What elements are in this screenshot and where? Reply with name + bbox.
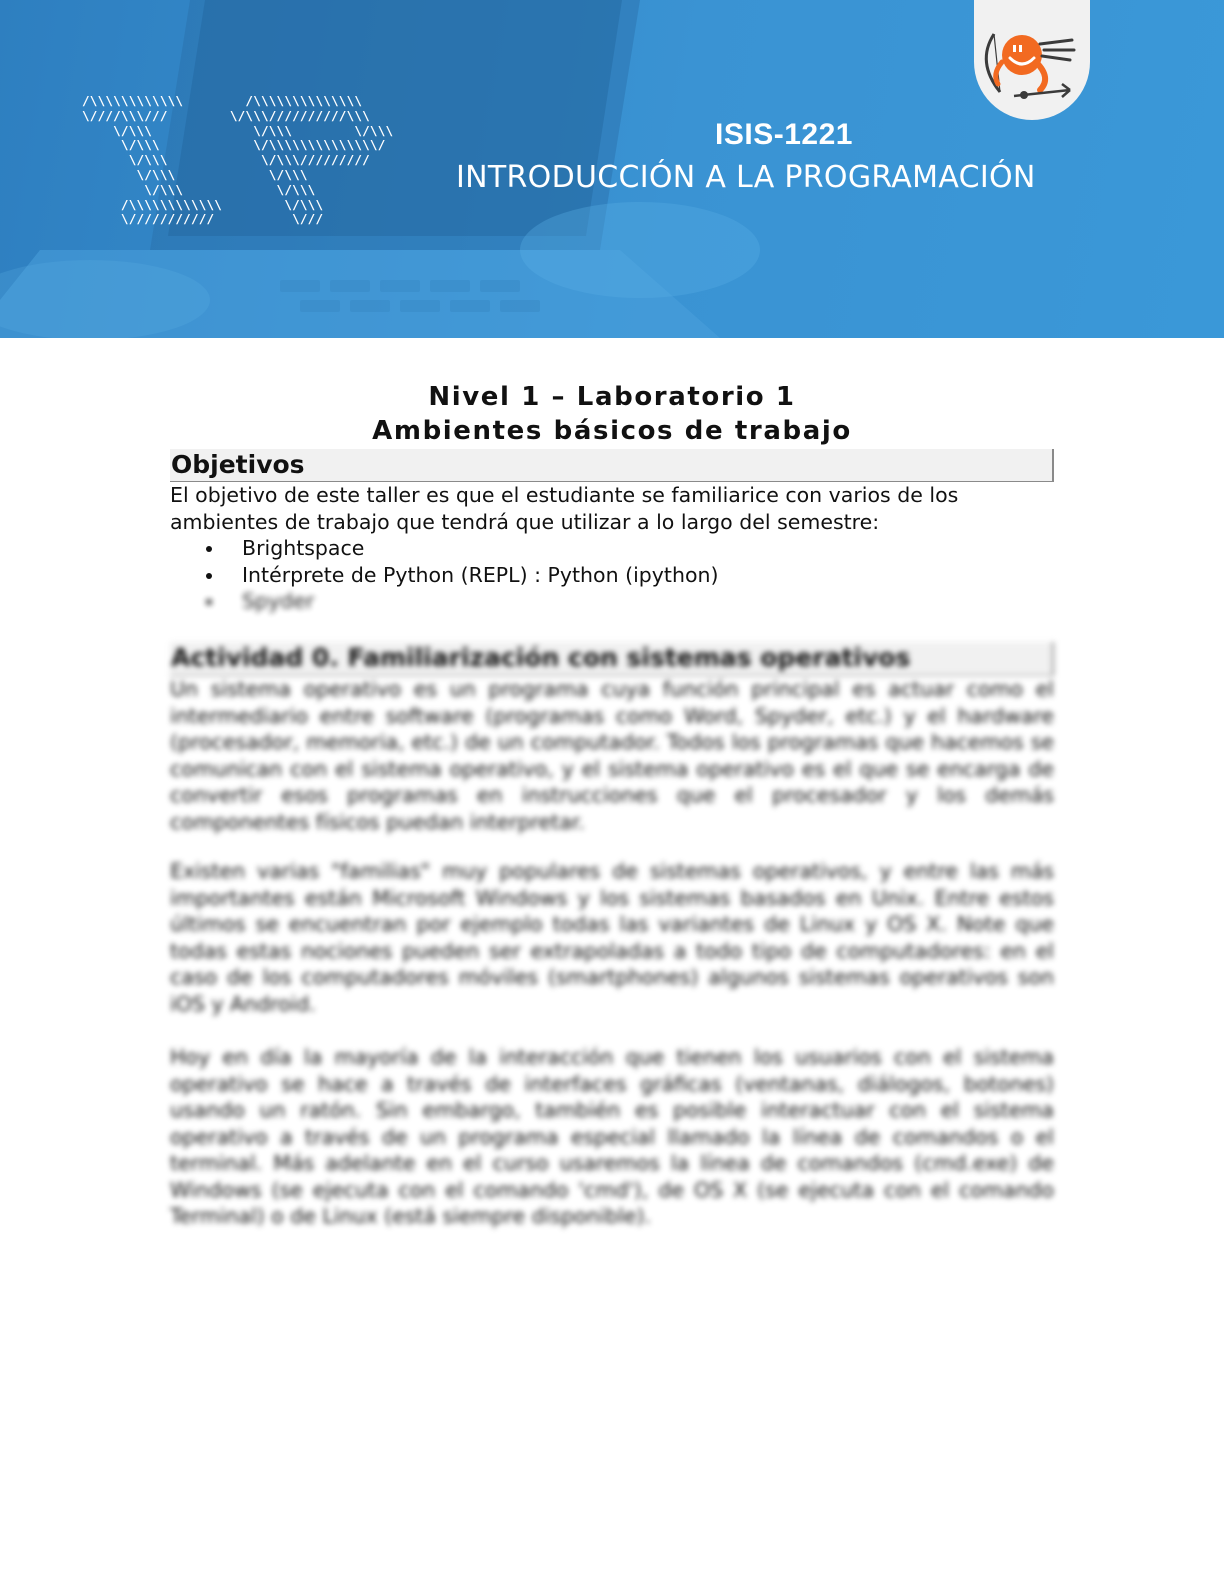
- objetivos-heading-text: Objetivos: [171, 450, 305, 479]
- actividad-paragraph: Hoy en día la mayoría de la interacción que tienen los usuarios con el sistema operativo se hace a través de interfaces gráficas (ventanas, diálogos, botones) usando un ratón. Sin embargo, también es posible interactuar con el sistema operativo a través de un programa especial llamado la línea de comandos o el terminal. Más adelante en el curso usaremos la línea de comandos (cmd.exe) de Windows (se ejecuta con el comando 'cmd'), de OS X (se ejecuta con el comando Terminal) o de Linux (está siempre disponible).: [170, 1045, 1054, 1228]
- ascii-logo: /\\\\\\\\\\\\ /\\\\\\\\\\\\\\ \////\\\/// \/\\\//////////\\\ \/\\\ \/\\\ \/\\\ \/\\\ \/\\\\\\\\\\\\\\/ \/\\\ \/\\\///////// \/\\\ \/\\\ \/\\\ \/\\\ /\\\\\\\\\\\\ \/\\\ \/////////// \///: [82, 93, 394, 227]
- objetivos-heading: [170, 449, 1054, 482]
- lab-subtitle: Ambientes básicos de trabajo: [372, 416, 852, 446]
- objetivos-list: [170, 535, 719, 615]
- university-logo: [974, 0, 1090, 120]
- actividad-paragraph: Existen varias "familias" muy populares de sistemas operativos, y entre las más importantes están Microsoft Windows y los sistemas basados en Unix. Entre estos últimos se encuentran por ejemplo todas las variantes de Linux y OS X. Note que todas estas nociones pueden ser extrapoladas a todo tipo de computadores: en el caso de los computadores móviles (smartphones) algunos sistemas operativos son iOS y Android.: [170, 859, 1054, 1016]
- header-banner: [0, 0, 1224, 338]
- course-name: INTRODUCCIÓN A LA PROGRAMACIÓN: [456, 160, 1036, 195]
- course-code: ISIS-1221: [715, 118, 853, 151]
- actividad-paragraph: Un sistema operativo es un programa cuya función principal es actuar como el intermediario entre software (programas como Word, Spyder, etc.) y el hardware (procesador, memoria, etc.) de un computador. Todos los programas que hacemos se comunican con el sistema operativo, y el sistema operativo es el que se encarga de convertir esos programas en instrucciones que el procesador y los demás componentes físicos puedan interpretar.: [170, 677, 1054, 834]
- archer-smiley-logo-icon: [974, 0, 1090, 120]
- objetivos-intro: El objetivo de este taller es que el estudiante se familiarice con varios de los ambientes de trabajo que tendrá que utilizar a lo largo del semestre:: [170, 483, 959, 534]
- lab-title: Nivel 1 – Laboratorio 1: [428, 382, 796, 412]
- actividad-heading: [170, 642, 1054, 676]
- list-item: Brightspace: [170, 535, 719, 562]
- list-item: Intérprete de Python (REPL) : Python (ipython): [170, 562, 719, 589]
- actividad-heading-text: Actividad 0. Familiarización con sistemas operativos: [171, 643, 911, 672]
- list-item: Spyder: [170, 588, 719, 615]
